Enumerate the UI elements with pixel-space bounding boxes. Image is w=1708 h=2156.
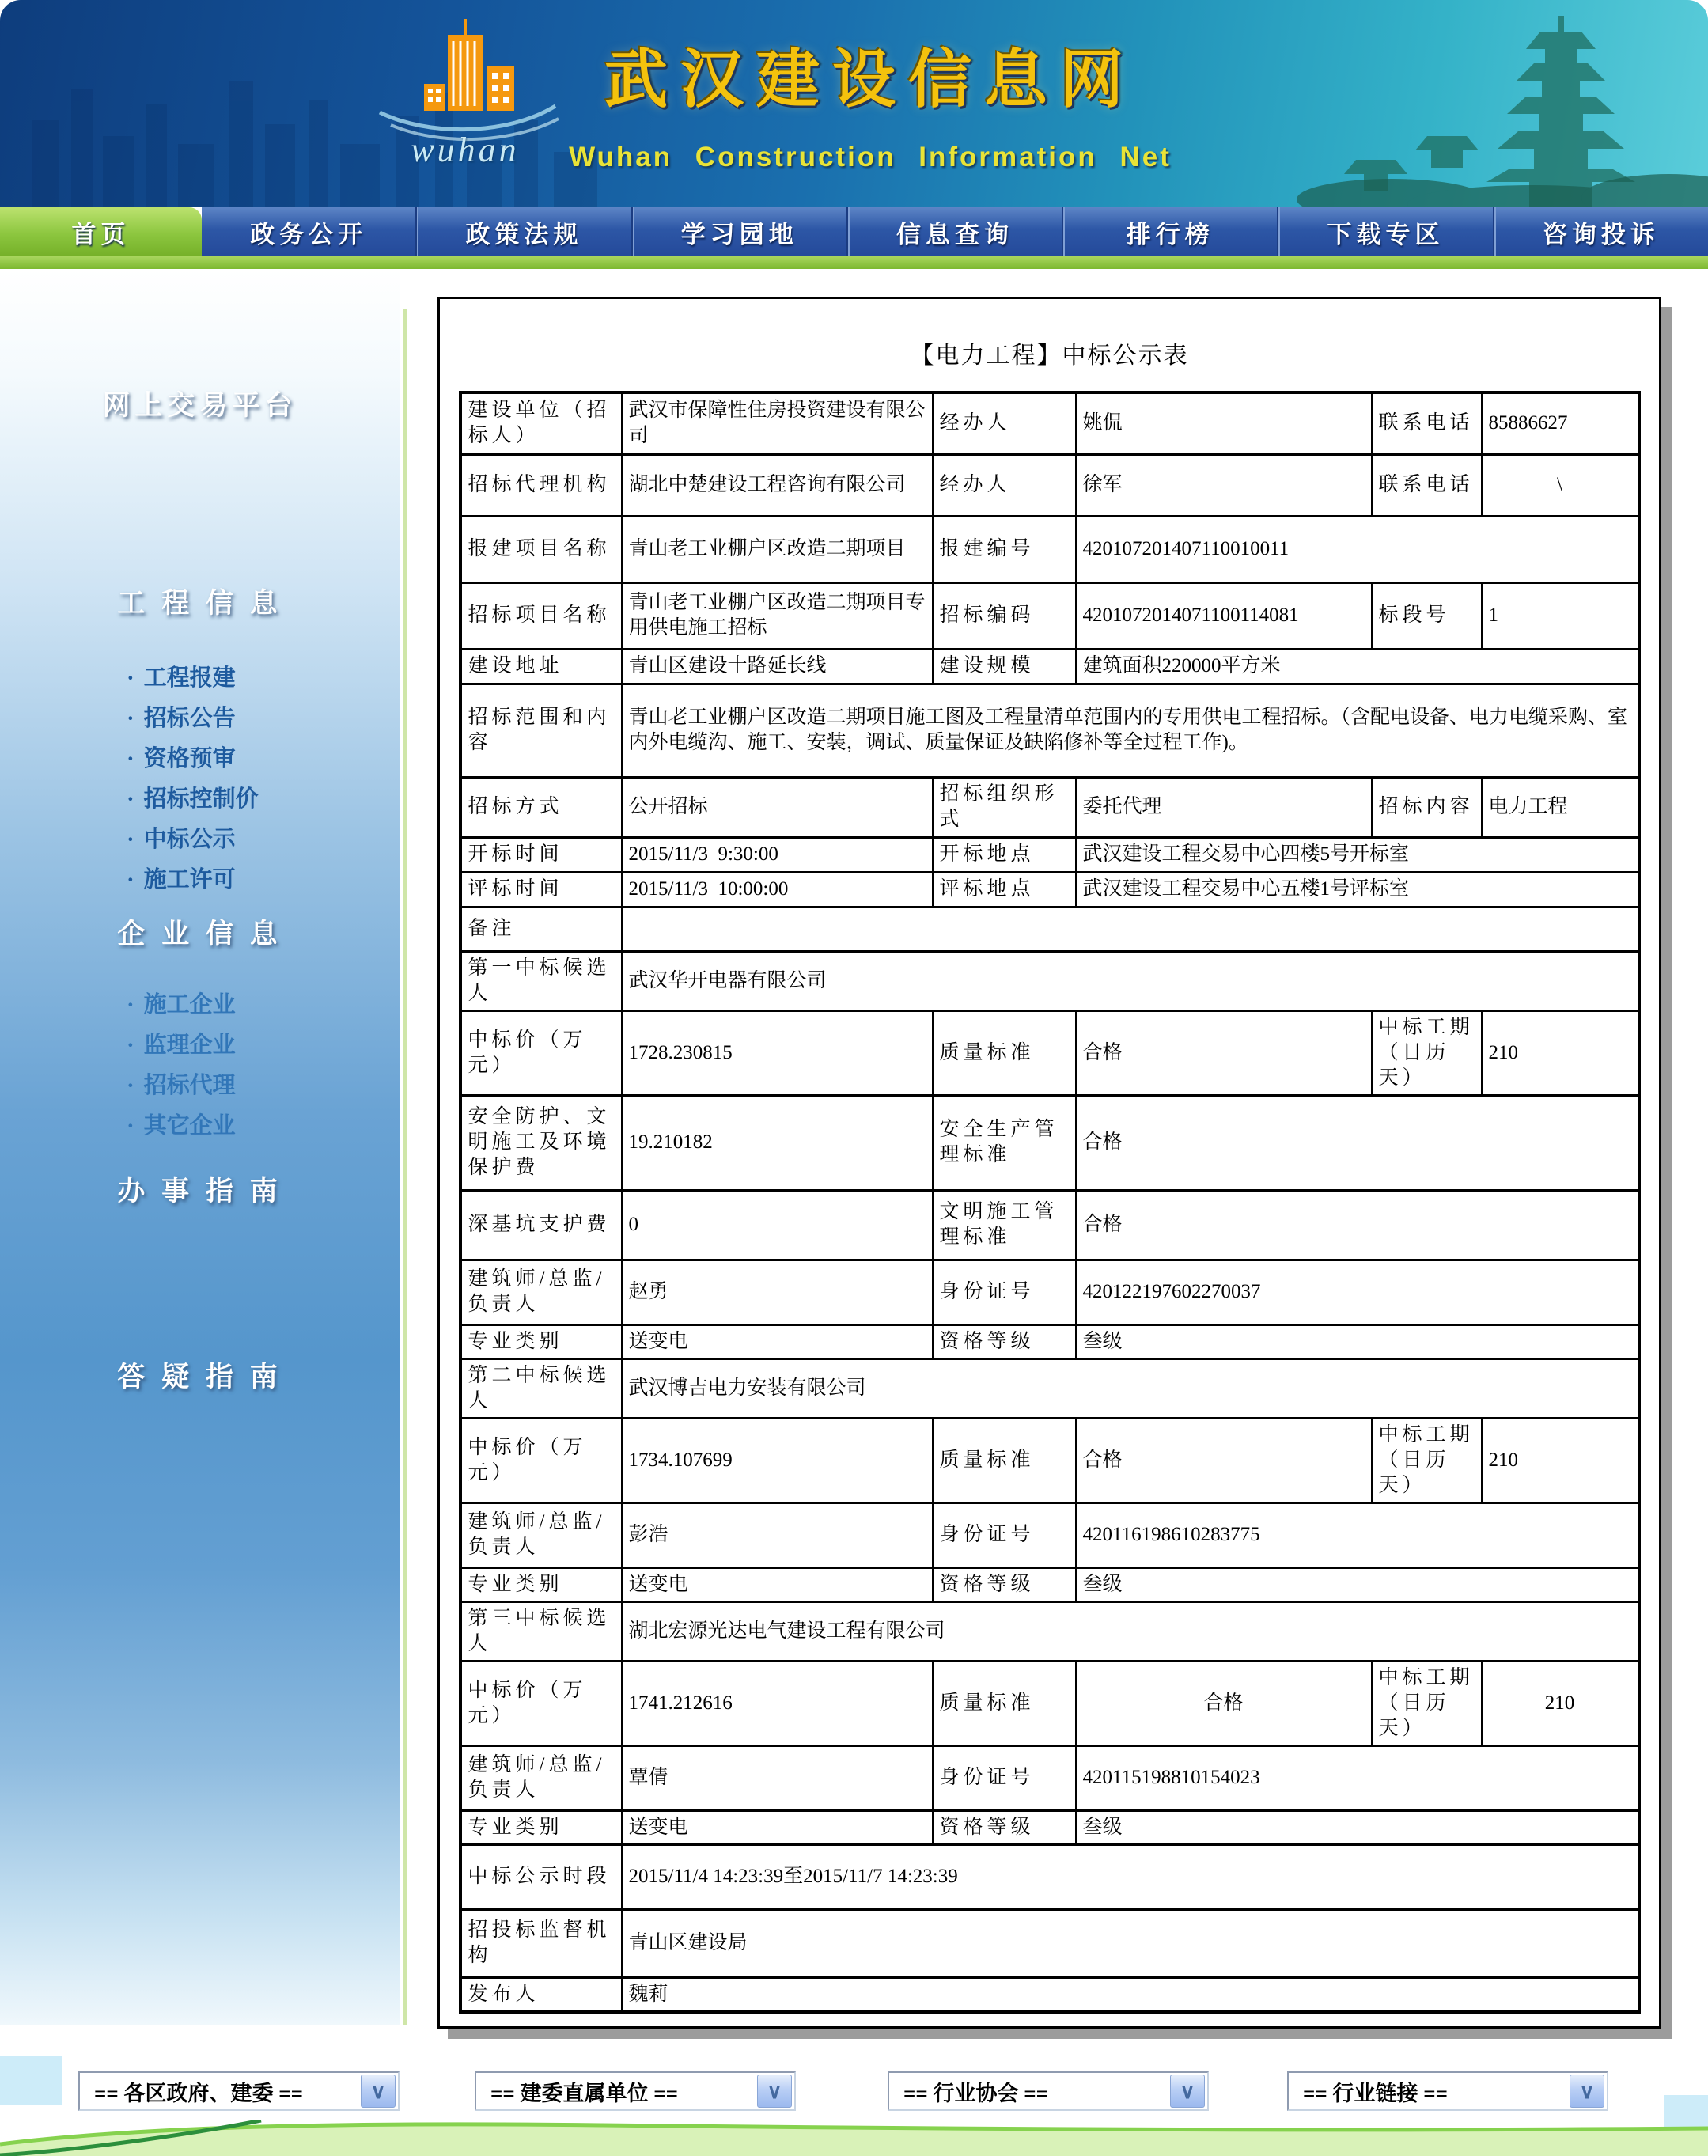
sidebar-item-label: 监理企业: [143, 1033, 236, 1058]
table-label-cell: 开标地点: [933, 837, 1076, 872]
table-row: [460, 582, 1639, 649]
table-value-cell: 420115198810154023: [1076, 1745, 1639, 1810]
table-label-cell: 质量标准: [933, 1418, 1076, 1502]
pagoda-icon: [1297, 0, 1708, 207]
table-value-cell: 0: [622, 1190, 933, 1260]
nav-tab-5[interactable]: 排行榜: [1062, 207, 1277, 256]
bullet-icon: ·: [127, 1113, 134, 1139]
table-value-cell: 210: [1482, 1418, 1639, 1502]
table-label-cell: 身份证号: [933, 1745, 1076, 1810]
table-row: [460, 777, 1639, 837]
sidebar-item[interactable]: [127, 1112, 400, 1140]
dropdown-arrow-icon[interactable]: ∨: [757, 2075, 792, 2108]
table-value-cell: 合格: [1076, 1010, 1372, 1095]
table-row: [460, 1745, 1639, 1810]
table-value-cell: 青山老工业棚户区改造二期项目施工图及工程量清单范围内的专用供电工程招标。（含配电设备、电力电缆采购、室内外电缆沟、施工、安装，调试、质量保证及缺陷修补等全过程工作)。: [622, 684, 1639, 777]
nav-tab-6[interactable]: 下载专区: [1277, 207, 1492, 256]
footer-select-2[interactable]: [888, 2071, 1209, 2111]
table-label-cell: 文明施工管理标准: [933, 1190, 1076, 1260]
table-label-cell: 招标代理机构: [460, 454, 622, 516]
footer: [0, 2025, 1708, 2156]
nav-tab-3[interactable]: 学习园地: [631, 207, 846, 256]
table-row: [460, 1502, 1639, 1567]
nav-tab-7[interactable]: 咨询投诉: [1493, 207, 1708, 256]
table-value-cell: 委托代理: [1076, 777, 1372, 837]
table-label-cell: 中标工期（日历天）: [1372, 1010, 1482, 1095]
sidebar-item[interactable]: [127, 1032, 400, 1059]
bullet-icon: ·: [127, 746, 134, 771]
bid-table: [459, 391, 1641, 2014]
sidebar-item[interactable]: [127, 991, 400, 1019]
table-value-cell: 4201072014071100114081: [1076, 582, 1372, 649]
sidebar-item-label: 招标公告: [143, 706, 236, 731]
table-value-cell: 赵勇: [622, 1260, 933, 1324]
table-row: [460, 1418, 1639, 1502]
table-row: [460, 1977, 1639, 2012]
table-value-cell: 青山老工业棚户区改造二期项目: [622, 516, 933, 582]
sidebar: [0, 269, 400, 2025]
table-label-cell: 评标时间: [460, 872, 622, 907]
table-value-cell: 合格: [1076, 1095, 1639, 1190]
table-row: [460, 907, 1639, 951]
table-value-cell: 1734.107699: [622, 1418, 933, 1502]
sidebar-item-label: 招标代理: [143, 1073, 236, 1098]
select-label: == 行业协会 ==: [903, 2081, 1049, 2105]
sidebar-header: 网上交易平台: [102, 390, 297, 421]
table-value-cell: 青山区建设十路延长线: [622, 649, 933, 684]
table-value-cell: 青山区建设局: [622, 1909, 1639, 1977]
table-label-cell: 建设地址: [460, 649, 622, 684]
main-nav: [0, 207, 1708, 256]
footer-select-1[interactable]: [475, 2071, 796, 2111]
footer-select-3[interactable]: [1287, 2071, 1608, 2111]
table-value-cell: 合格: [1076, 1418, 1372, 1502]
table-row: [460, 684, 1639, 777]
table-value-cell: 武汉华开电器有限公司: [622, 951, 1639, 1010]
table-row: [460, 872, 1639, 907]
table-label-cell: 安全防护、文明施工及环境保护费: [460, 1095, 622, 1190]
banner-titles: [475, 28, 1266, 173]
sidebar-sections: [0, 388, 400, 1395]
table-value-cell: 2015/11/3 9:30:00: [622, 837, 933, 872]
footer-deco-left: [0, 2056, 62, 2105]
table-label-cell: 建设规模: [933, 649, 1076, 684]
sidebar-item-label: 其它企业: [143, 1113, 236, 1139]
table-label-cell: 质量标准: [933, 1010, 1076, 1095]
table-label-cell: 中标公示时段: [460, 1844, 622, 1909]
table-value-cell: 公开招标: [622, 777, 933, 837]
table-value-cell: 合格: [1076, 1661, 1372, 1745]
table-label-cell: 中标工期（日历天）: [1372, 1418, 1482, 1502]
table-row: [460, 1010, 1639, 1095]
table-label-cell: 招标内容: [1372, 777, 1482, 837]
table-value-cell: 420116198610283775: [1076, 1502, 1639, 1567]
table-row: [460, 1661, 1639, 1745]
sidebar-section: [0, 1173, 400, 1209]
sidebar-item-label: 资格预审: [143, 746, 236, 771]
table-label-cell: 第二中标候选人: [460, 1358, 622, 1418]
table-label-cell: 第一中标候选人: [460, 951, 622, 1010]
sidebar-section: [0, 585, 400, 894]
table-row: [460, 1260, 1639, 1324]
table-label-cell: 标段号: [1372, 582, 1482, 649]
table-value-cell: 85886627: [1482, 392, 1639, 454]
table-label-cell: 身份证号: [933, 1502, 1076, 1567]
sidebar-header: 答 疑 指 南: [117, 1362, 282, 1392]
table-label-cell: 专业类别: [460, 1810, 622, 1844]
table-value-cell: 姚侃: [1076, 392, 1372, 454]
table-value-cell: 建筑面积220000平方米: [1076, 649, 1639, 684]
bullet-icon: ·: [127, 786, 134, 812]
table-label-cell: 中标价（万元）: [460, 1418, 622, 1502]
table-label-cell: 建设单位（招标人）: [460, 392, 622, 454]
sidebar-item-label: 中标公示: [143, 827, 236, 852]
select-label: == 建委直属单位 ==: [490, 2081, 679, 2105]
table-value-cell: 420107201407110010011: [1076, 516, 1639, 582]
sidebar-section: [0, 1359, 400, 1395]
table-row: [460, 454, 1639, 516]
table-row: [460, 1810, 1639, 1844]
table-value-cell: 1: [1482, 582, 1639, 649]
content-panel: [437, 297, 1661, 2029]
table-value-cell: 叁级: [1076, 1567, 1639, 1601]
table-label-cell: 联系电话: [1372, 454, 1482, 516]
sidebar-item[interactable]: [127, 745, 400, 773]
select-label: == 各区政府、建委 ==: [94, 2081, 304, 2105]
table-label-cell: 报建编号: [933, 516, 1076, 582]
sidebar-item-list: [0, 665, 400, 894]
bullet-icon: ·: [127, 867, 134, 892]
table-label-cell: 备注: [460, 907, 622, 951]
table-label-cell: 中标价（万元）: [460, 1661, 622, 1745]
table-value-cell: 徐军: [1076, 454, 1372, 516]
table-value-cell: 送变电: [622, 1324, 933, 1358]
table-row: [460, 1095, 1639, 1190]
table-label-cell: 招投标监督机构: [460, 1909, 622, 1977]
sidebar-section: [0, 916, 400, 1140]
table-label-cell: 招标方式: [460, 777, 622, 837]
table-value-cell: 武汉博吉电力安装有限公司: [622, 1358, 1639, 1418]
table-label-cell: 中标工期（日历天）: [1372, 1661, 1482, 1745]
table-value-cell: 2015/11/4 14:23:39至2015/11/7 14:23:39: [622, 1844, 1639, 1909]
sidebar-item-label: 施工企业: [143, 992, 236, 1017]
table-value-cell: 2015/11/3 10:00:00: [622, 872, 933, 907]
table-row: [460, 392, 1639, 454]
table-label-cell: 第三中标候选人: [460, 1601, 622, 1661]
table-row: [460, 837, 1639, 872]
site-banner: [0, 0, 1708, 207]
sidebar-item[interactable]: [127, 1072, 400, 1100]
table-label-cell: 招标项目名称: [460, 582, 622, 649]
footer-green-curve: [0, 2120, 1708, 2156]
table-value-cell: 1741.212616: [622, 1661, 933, 1745]
nav-tab-4[interactable]: 信息查询: [846, 207, 1062, 256]
sidebar-item[interactable]: [127, 705, 400, 733]
table-label-cell: 资格等级: [933, 1567, 1076, 1601]
table-value-cell: 叁级: [1076, 1324, 1639, 1358]
table-label-cell: 建筑师/总监/负责人: [460, 1745, 622, 1810]
dropdown-arrow-icon[interactable]: ∨: [1570, 2075, 1604, 2108]
sidebar-header: 办 事 指 南: [117, 1176, 282, 1207]
bullet-icon: ·: [127, 1033, 134, 1058]
table-label-cell: 招标组织形式: [933, 777, 1076, 837]
table-label-cell: 招标范围和内容: [460, 684, 622, 777]
table-value-cell: 19.210182: [622, 1095, 933, 1190]
sidebar-item-label: 工程报建: [143, 665, 236, 691]
sidebar-item-list: [0, 991, 400, 1140]
bullet-icon: ·: [127, 827, 134, 852]
table-value-cell: 湖北中楚建设工程咨询有限公司: [622, 454, 933, 516]
table-row: [460, 516, 1639, 582]
sidebar-divider: [403, 309, 407, 2025]
table-value-cell: 合格: [1076, 1190, 1639, 1260]
table-row: [460, 1567, 1639, 1601]
table-value-cell: 送变电: [622, 1567, 933, 1601]
table-value-cell: 420122197602270037: [1076, 1260, 1639, 1324]
table-label-cell: 资格等级: [933, 1810, 1076, 1844]
nav-tab-0[interactable]: 首页: [0, 207, 202, 256]
nav-green-strip: [0, 256, 1708, 269]
bullet-icon: ·: [127, 992, 134, 1017]
table-label-cell: 联系电话: [1372, 392, 1482, 454]
sidebar-item-label: 招标控制价: [143, 786, 259, 812]
table-value-cell: 湖北宏源光达电气建设工程有限公司: [622, 1601, 1639, 1661]
dropdown-arrow-icon[interactable]: ∨: [361, 2075, 396, 2108]
table-label-cell: 经办人: [933, 454, 1076, 516]
sidebar-header: 工 程 信 息: [117, 588, 282, 619]
table-value-cell: 青山老工业棚户区改造二期项目专用供电施工招标: [622, 582, 933, 649]
dropdown-arrow-icon[interactable]: ∨: [1170, 2075, 1205, 2108]
logo-script-text: wuhan: [411, 131, 520, 169]
table-row: [460, 1844, 1639, 1909]
site-title: 武汉建设信息网: [604, 44, 1136, 115]
table-value-cell: 覃倩: [622, 1745, 933, 1810]
table-label-cell: 开标时间: [460, 837, 622, 872]
nav-tab-2[interactable]: 政策法规: [415, 207, 631, 256]
table-row: [460, 1190, 1639, 1260]
sidebar-item[interactable]: [127, 786, 400, 813]
bullet-icon: ·: [127, 706, 134, 731]
table-label-cell: 评标地点: [933, 872, 1076, 907]
table-row: [460, 1324, 1639, 1358]
table-value-cell: 210: [1482, 1010, 1639, 1095]
nav-tab-1[interactable]: 政务公开: [202, 207, 415, 256]
sidebar-section: [0, 388, 400, 423]
bullet-icon: ·: [127, 665, 134, 691]
table-value-cell: 叁级: [1076, 1810, 1639, 1844]
select-label: == 行业链接 ==: [1303, 2081, 1449, 2105]
table-label-cell: 资格等级: [933, 1324, 1076, 1358]
table-label-cell: 专业类别: [460, 1324, 622, 1358]
table-row: [460, 1358, 1639, 1418]
table-label-cell: 深基坑支护费: [460, 1190, 622, 1260]
table-row: [460, 649, 1639, 684]
table-value-cell: 1728.230815: [622, 1010, 933, 1095]
table-label-cell: 招标编码: [933, 582, 1076, 649]
bullet-icon: ·: [127, 1073, 134, 1098]
table-label-cell: 建筑师/总监/负责人: [460, 1502, 622, 1567]
table-value-cell: 210: [1482, 1661, 1639, 1745]
table-label-cell: 专业类别: [460, 1567, 622, 1601]
table-value-cell: 武汉建设工程交易中心四楼5号开标室: [1076, 837, 1639, 872]
table-value-cell: 武汉市保障性住房投资建设有限公司: [622, 392, 933, 454]
sidebar-item[interactable]: [127, 665, 400, 692]
table-value-cell: 武汉建设工程交易中心五楼1号评标室: [1076, 872, 1639, 907]
table-value-cell: 魏莉: [622, 1977, 1639, 2012]
site-subtitle: Wuhan Construction Information Net: [569, 142, 1172, 172]
table-value-cell: 送变电: [622, 1810, 933, 1844]
table-label-cell: 身份证号: [933, 1260, 1076, 1324]
table-label-cell: 报建项目名称: [460, 516, 622, 582]
table-label-cell: 安全生产管理标准: [933, 1095, 1076, 1190]
sidebar-header: 企 业 信 息: [117, 919, 282, 949]
table-value-cell: \: [1482, 454, 1639, 516]
sidebar-item-label: 施工许可: [143, 867, 236, 892]
sidebar-item[interactable]: [127, 826, 400, 854]
table-row: [460, 1909, 1639, 1977]
footer-select-0[interactable]: [78, 2071, 400, 2111]
table-value-cell: 彭浩: [622, 1502, 933, 1567]
sidebar-item[interactable]: [127, 866, 400, 894]
table-label-cell: 建筑师/总监/负责人: [460, 1260, 622, 1324]
table-label-cell: 中标价（万元）: [460, 1010, 622, 1095]
table-label-cell: 发布人: [460, 1977, 622, 2012]
table-row: [460, 1601, 1639, 1661]
table-label-cell: 经办人: [933, 392, 1076, 454]
table-value-cell: [622, 907, 1639, 951]
table-row: [460, 951, 1639, 1010]
page-title: 【电力工程】中标公示表: [910, 343, 1189, 369]
table-label-cell: 质量标准: [933, 1661, 1076, 1745]
table-value-cell: 电力工程: [1482, 777, 1639, 837]
